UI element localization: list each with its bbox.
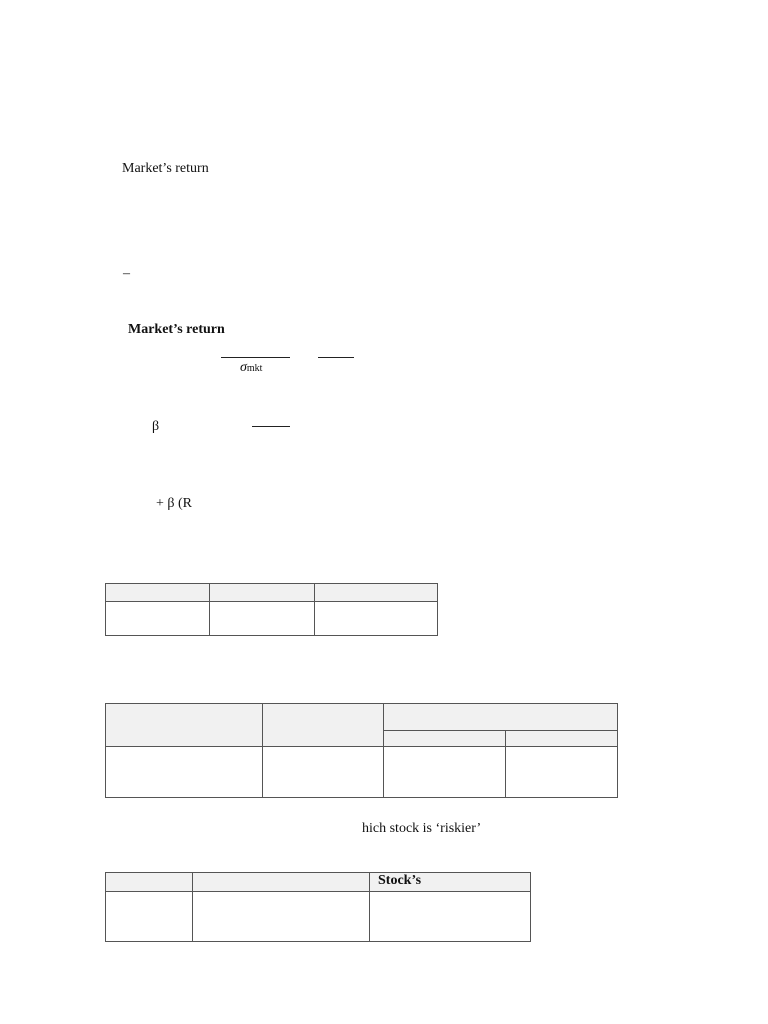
table-2-cell (263, 747, 384, 798)
table-1-cell (315, 602, 438, 636)
table-2-cell (384, 747, 506, 798)
table-row (106, 892, 531, 942)
table-2-subheader-cell (384, 731, 506, 747)
riskier-question: hich stock is ‘riskier’ (362, 821, 482, 836)
sigma-mkt-denominator (240, 360, 262, 377)
table-3-header-cell (193, 873, 370, 892)
fraction-bar-1 (221, 357, 290, 358)
table-row (106, 747, 618, 798)
table-3-cell (370, 892, 531, 942)
table-2-group-header (384, 704, 618, 731)
table-3-header-stocks: Stock’s (370, 873, 531, 892)
beta-symbol: β (152, 419, 160, 434)
table-3 (105, 872, 531, 942)
table-2-cell (506, 747, 618, 798)
table-1-cell (210, 602, 315, 636)
markets-return-label: Market’s return (122, 161, 209, 176)
markets-return-heading: Market’s return (128, 322, 225, 337)
table-2-subheader-cell (506, 731, 618, 747)
table-1-header-cell (315, 584, 438, 602)
table-3-cell (106, 892, 193, 942)
table-2-cell (106, 747, 263, 798)
sigma-subscript: mkt (246, 363, 263, 374)
table-1-header-cell (210, 584, 315, 602)
table-2-header-cell (263, 704, 384, 747)
table-2-header-cell (106, 704, 263, 747)
table-1-cell (106, 602, 210, 636)
table-3-header-cell (106, 873, 193, 892)
table-1-header-row (106, 584, 438, 602)
capm-fragment: + β (R (156, 496, 193, 511)
table-3-header-row (106, 873, 531, 892)
table-1 (105, 583, 438, 636)
sigma-symbol: σ (240, 360, 247, 375)
table-3-cell (193, 892, 370, 942)
table-2-header-row (106, 704, 618, 731)
table-1-header-cell (106, 584, 210, 602)
table-2 (105, 703, 618, 798)
fraction-bar-3 (252, 426, 290, 427)
dash-mark: – (123, 266, 130, 281)
fraction-bar-2 (318, 357, 354, 358)
table-row (106, 602, 438, 636)
